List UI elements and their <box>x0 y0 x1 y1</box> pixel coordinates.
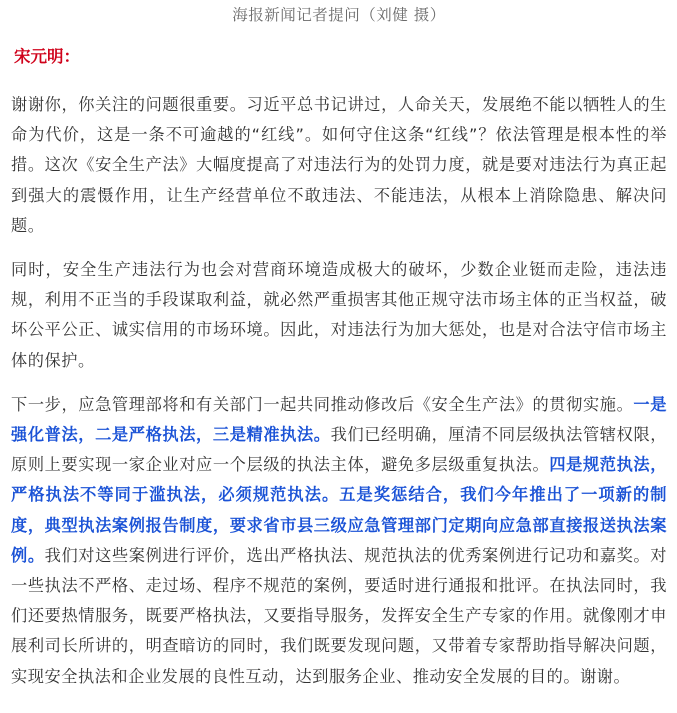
speaker-name: 宋元明： <box>14 47 80 66</box>
paragraph-3 <box>11 390 667 692</box>
paragraph-3-text-a: 下一步，应急管理部将和有关部门一起共同推动修改后《安全生产法》的贯彻实施。 <box>11 394 634 414</box>
paragraph-1-text: 谢谢你，你关注的问题很重要。习近平总书记讲过，人命关天，发展绝不能以牺牲人的生命为代价，这是一条不可逾越的“红线”。如何守住这条“红线”？依法管理是根本性的举措。这次《安全生产法》大幅度提高了对违法行为的处罚力度，就是要对违法行为真正起到强大的震慑作用，让生产经营单位不敢违法、不能违法，从根本上消除隐患、解决问题。 <box>11 95 667 235</box>
paragraph-1 <box>11 90 667 241</box>
paragraph-3-text-c: 我们对这些案例进行评价，选出严格执法、规范执法的优秀案例进行记功和嘉奖。对一些执法不严格、走过场、程序不规范的案例，要适时进行通报和批评。在执法同时，我们还要热情服务，既要严格执法，又要指导服务，发挥安全生产专家的作用。就像刚才申展利司长所讲的，明查暗访的同时，我们既要发现问题，又带着专家帮助指导解决问题，实现安全执法和企业发展的良性互动，达到服务企业、推动安全发展的目的。谢谢。 <box>11 545 667 686</box>
paragraph-2 <box>11 255 667 376</box>
paragraph-2-text: 同时，安全生产违法行为也会对营商环境造成极大的破坏，少数企业铤而走险，违法违规，利用不正当的手段谋取利益，就必然严重损害其他正规守法市场主体的正当权益，破坏公平公正、诚实信用的市场环境。因此，对违法行为加大惩处，也是对合法守信市场主体的保护。 <box>11 260 667 370</box>
paragraph-3-text-b: 我们已经明确，厘清不同层级执法管辖权限，原则上要实现一家企业对应一个层级的执法主体，避免多层级重复执法。 <box>11 425 668 475</box>
photo-caption: 海报新闻记者提问（刘健 摄） <box>232 6 446 24</box>
paragraph-3-highlight-a: 一是强化普法，二是严格执法，三是精准执法。 <box>11 394 667 445</box>
paragraph-3-highlight-b: 四是规范执法，严格执法不等同于滥执法，必须规范执法。五是奖惩结合，我们今年推出了一项新的制度，典型执法案例报告制度，要求省市县三级应急管理部门定期向应急部直接报送执法案例。 <box>11 455 667 565</box>
